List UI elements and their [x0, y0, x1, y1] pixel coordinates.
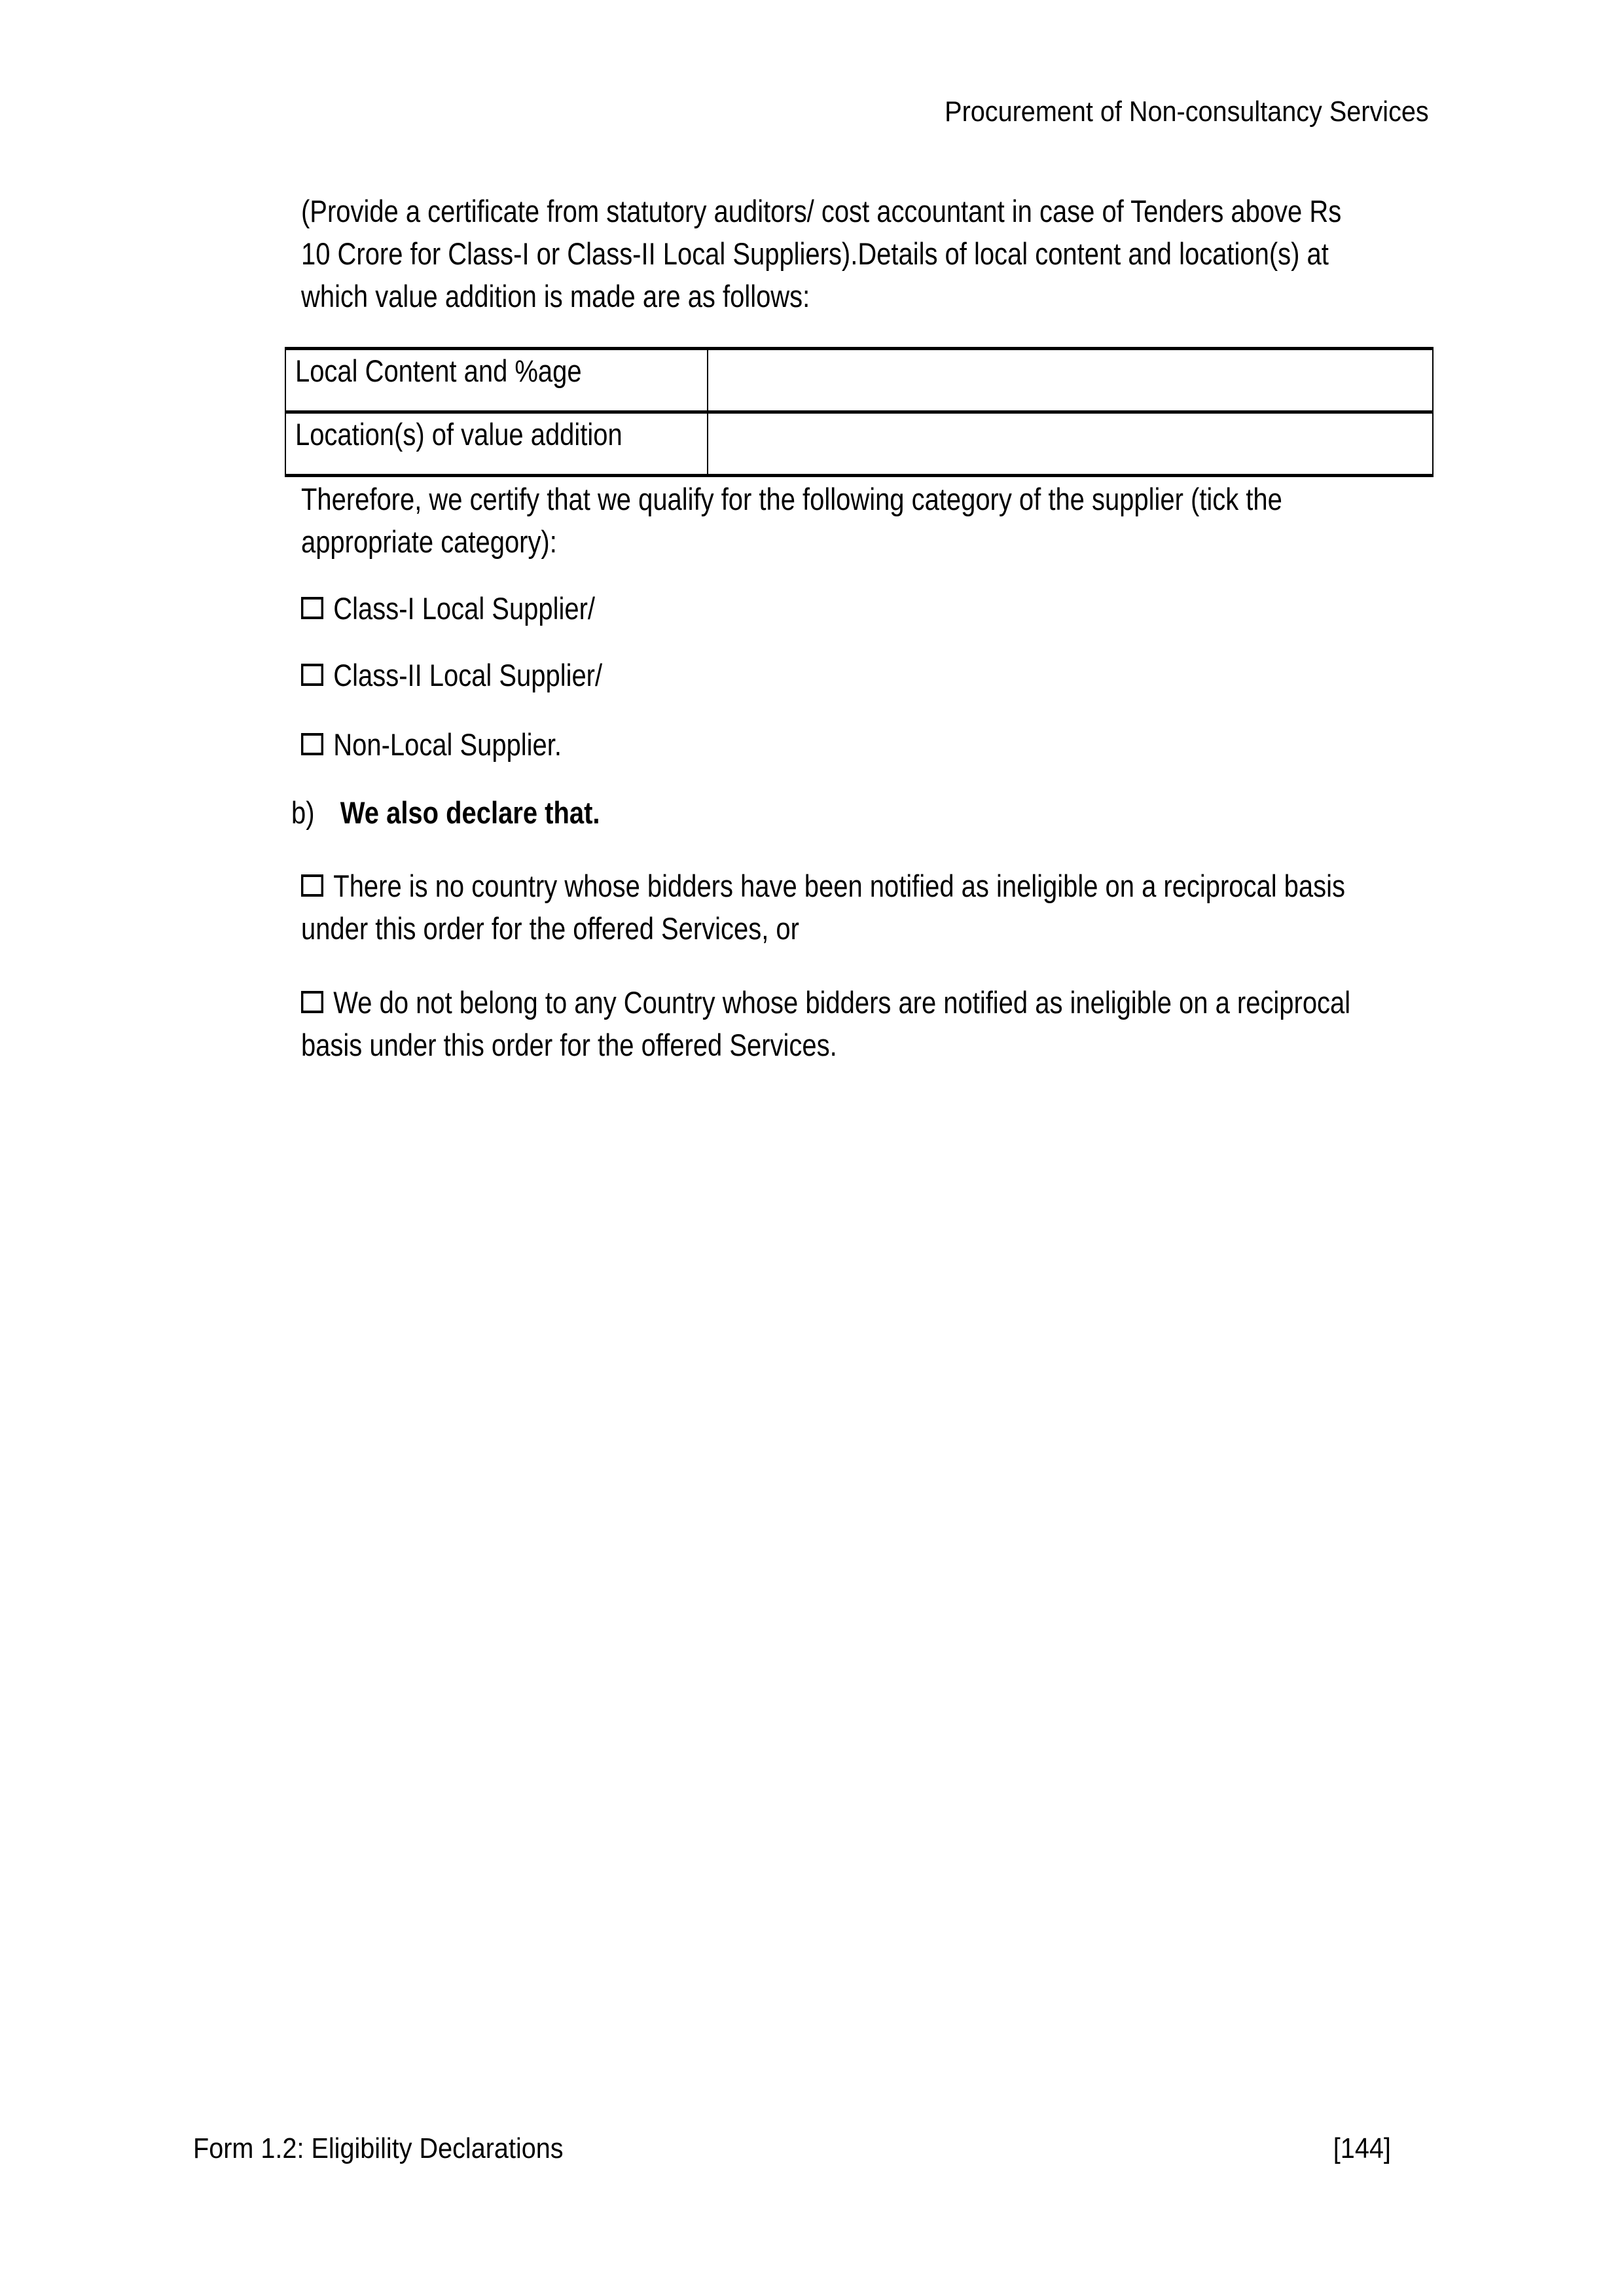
- footer-page-number: [144]: [1333, 2132, 1391, 2164]
- certify-paragraph: [301, 478, 1282, 563]
- table-row: [285, 412, 1433, 476]
- row-label: Location(s) of value addition: [295, 417, 623, 452]
- row-label-cell: [285, 412, 708, 476]
- category-label: Class-I Local Supplier/: [333, 591, 595, 626]
- row-label: Local Content and %age: [295, 353, 582, 388]
- category-label: Class-II Local Supplier/: [333, 658, 603, 692]
- checkbox-icon[interactable]: [301, 733, 323, 755]
- certify-line: Therefore, we certify that we qualify for the following category of the supplier (tick the: [301, 482, 1282, 516]
- local-content-table: [285, 347, 1434, 477]
- row-label-cell: [285, 349, 708, 412]
- declare-heading-text: We also declare that.: [340, 795, 600, 830]
- category-option-class1: [301, 587, 595, 630]
- footer-form-label: Form 1.2: Eligibility Declarations: [193, 2132, 564, 2164]
- category-option-class2: [301, 654, 602, 696]
- intro-paragraph: [301, 190, 1341, 317]
- intro-line: (Provide a certificate from statutory auditors/ cost accountant in case of Tenders above Rs: [301, 194, 1342, 228]
- intro-line: which value addition is made are as follows:: [301, 279, 810, 314]
- checkbox-icon[interactable]: [301, 664, 323, 686]
- declaration-text: basis under this order for the offered Services.: [301, 1028, 837, 1062]
- declaration-text: under this order for the offered Services, or: [301, 911, 799, 946]
- category-option-nonlocal: [301, 723, 562, 766]
- table-row: [285, 349, 1433, 412]
- declare-heading: [291, 791, 600, 834]
- list-marker: b): [291, 795, 315, 830]
- checkbox-icon[interactable]: [301, 991, 323, 1013]
- declaration-item-2: [301, 981, 1350, 1066]
- category-label: Non-Local Supplier.: [333, 727, 562, 762]
- declaration-text: We do not belong to any Country whose bidders are notified as ineligible on a reciprocal: [333, 985, 1351, 1020]
- declaration-text: There is no country whose bidders have been notified as ineligible on a reciprocal basis: [333, 869, 1345, 903]
- row-value-cell[interactable]: [708, 412, 1433, 476]
- page-header: Procurement of Non-consultancy Services: [945, 96, 1429, 128]
- checkbox-icon[interactable]: [301, 597, 323, 619]
- checkbox-icon[interactable]: [301, 874, 323, 897]
- certify-line: appropriate category):: [301, 524, 557, 559]
- intro-line: 10 Crore for Class-I or Class-II Local Suppliers).Details of local content and location(s) at: [301, 236, 1329, 271]
- row-value-cell[interactable]: [708, 349, 1433, 412]
- declaration-item-1: [301, 865, 1345, 950]
